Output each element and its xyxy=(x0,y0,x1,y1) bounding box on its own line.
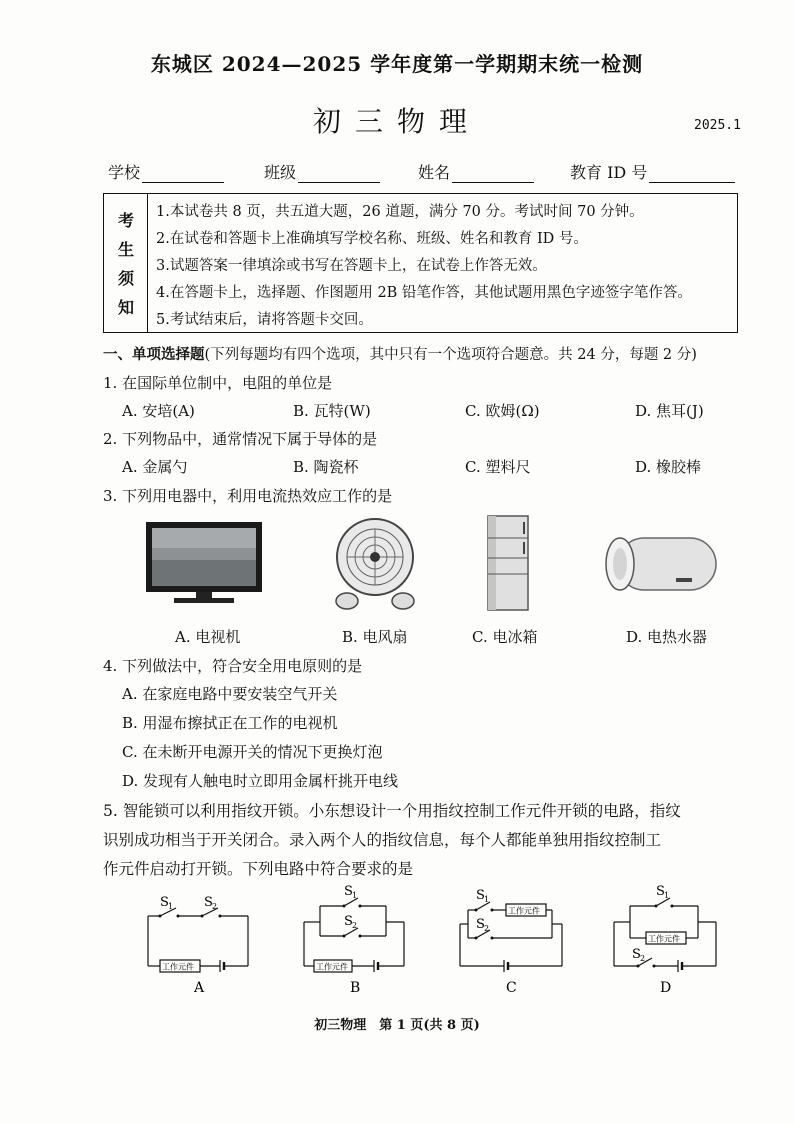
exam-date: 2025.1 xyxy=(694,118,741,133)
notice-item: 1.本试卷共 8 页，共五道大题，26 道题，满分 70 分。考试时间 70 分钟。 xyxy=(156,204,644,220)
student-info-fields xyxy=(108,160,738,186)
page-footer: 初三物理 第 1 页(共 8 页) xyxy=(314,1018,480,1033)
q2-option-a: A. 金属勺 xyxy=(122,458,188,476)
circuit-c-label: C xyxy=(506,980,517,996)
question-3-stem: 3. 下列用电器中，利用电流热效应工作的是 xyxy=(103,487,393,505)
question-5-stem-line3: 作元件启动打开锁。下列电路中符合要求的是 xyxy=(103,860,414,878)
q3-option-b: B. 电风扇 xyxy=(342,628,408,646)
switch-s1-label: S xyxy=(160,895,169,910)
svg-text:2: 2 xyxy=(640,954,646,963)
svg-text:1: 1 xyxy=(352,891,358,900)
q2-option-d: D. 橡胶棒 xyxy=(635,458,702,476)
section-heading: 一、单项选择题(下列每题均有四个选项，其中只有一个选项符合题意。共 24 分，每题 2 分) xyxy=(103,346,697,363)
circuit-b-label: B xyxy=(350,980,361,996)
question-2-stem: 2. 下列物品中，通常情况下属于导体的是 xyxy=(103,430,378,448)
school-field[interactable]: 学校 xyxy=(108,160,224,183)
switch-s2-label: S xyxy=(204,895,213,910)
circuit-d-diagram xyxy=(608,882,724,996)
q4-option-c: C. 在未断开电源开关的情况下更换灯泡 xyxy=(122,743,383,761)
q1-option-c: C. 欧姆(Ω) xyxy=(465,402,540,420)
svg-text:S: S xyxy=(344,914,353,929)
notice-item: 3.试题答案一律填涂或书写在答题卡上，在试卷上作答无效。 xyxy=(156,258,547,274)
circuit-a-label: A xyxy=(194,980,205,996)
svg-text:2: 2 xyxy=(352,921,358,930)
circuit-d-label: D xyxy=(660,980,672,996)
svg-text:工作元件: 工作元件 xyxy=(508,906,540,916)
question-4-stem: 4. 下列做法中，符合安全用电原则的是 xyxy=(103,657,363,675)
q4-option-d: D. 发现有人触电时立即用金属杆挑开电线 xyxy=(122,772,399,790)
svg-text:2: 2 xyxy=(484,924,490,933)
notice-item: 5.考试结束后，请将答题卡交回。 xyxy=(156,312,373,328)
name-field[interactable]: 姓名 xyxy=(418,160,534,183)
question-1-stem: 1. 在国际单位制中，电阻的单位是 xyxy=(103,374,333,392)
notice-item: 2.在试卷和答题卡上准确填写学校名称、班级、姓名和教育 ID 号。 xyxy=(156,231,588,247)
svg-text:1: 1 xyxy=(168,902,174,911)
subject-title: 初三物理 xyxy=(312,105,481,138)
svg-text:S: S xyxy=(656,884,665,899)
q1-option-d: D. 焦耳(J) xyxy=(635,402,704,420)
work-element-label: 工作元件 xyxy=(162,962,194,972)
refrigerator-image xyxy=(484,512,536,614)
water-heater-image xyxy=(600,532,722,596)
svg-text:1: 1 xyxy=(484,895,490,904)
tv-image xyxy=(140,514,268,610)
exam-title: 东城区 2024—2025 学年度第一学期期末统一检测 xyxy=(150,52,644,76)
circuit-a-diagram xyxy=(140,888,260,996)
svg-text:S: S xyxy=(632,947,641,962)
q4-option-a: A. 在家庭电路中要安装空气开关 xyxy=(122,685,338,703)
exam-notice-box xyxy=(103,193,738,333)
q4-option-b: B. 用湿布擦拭正在工作的电视机 xyxy=(122,714,338,732)
q2-option-c: C. 塑料尺 xyxy=(465,458,531,476)
q3-option-c: C. 电冰箱 xyxy=(472,628,538,646)
q2-option-b: B. 陶瓷杯 xyxy=(293,458,359,476)
circuit-c-diagram xyxy=(454,882,570,996)
edu-id-field[interactable]: 教育 ID 号 xyxy=(570,160,735,183)
svg-text:工作元件: 工作元件 xyxy=(648,934,680,944)
svg-text:工作元件: 工作元件 xyxy=(316,962,348,972)
notice-label: 考 生 须 知 xyxy=(104,194,148,332)
q1-option-a: A. 安培(A) xyxy=(122,402,195,420)
svg-text:S: S xyxy=(344,884,353,899)
svg-text:S: S xyxy=(476,917,485,932)
electric-fan-image xyxy=(333,513,417,613)
circuit-b-diagram xyxy=(298,882,414,996)
svg-text:2: 2 xyxy=(212,902,218,911)
notice-item: 4.在答题卡上，选择题、作图题用 2B 铅笔作答，其他试题用黑色字迹签字笔作答。 xyxy=(156,285,692,301)
q1-option-b: B. 瓦特(W) xyxy=(293,402,371,420)
svg-text:S: S xyxy=(476,888,485,903)
svg-text:1: 1 xyxy=(664,891,670,900)
class-field[interactable]: 班级 xyxy=(264,160,380,183)
question-5-stem-line2: 识别成功相当于开关闭合。录入两个人的指纹信息，每个人都能单独用指纹控制工 xyxy=(103,831,662,849)
question-5-stem-line1: 5. 智能锁可以利用指纹开锁。小东想设计一个用指纹控制工作元件开锁的电路，指纹 xyxy=(103,802,681,820)
q3-option-a: A. 电视机 xyxy=(175,628,241,646)
q3-option-d: D. 电热水器 xyxy=(626,628,708,646)
